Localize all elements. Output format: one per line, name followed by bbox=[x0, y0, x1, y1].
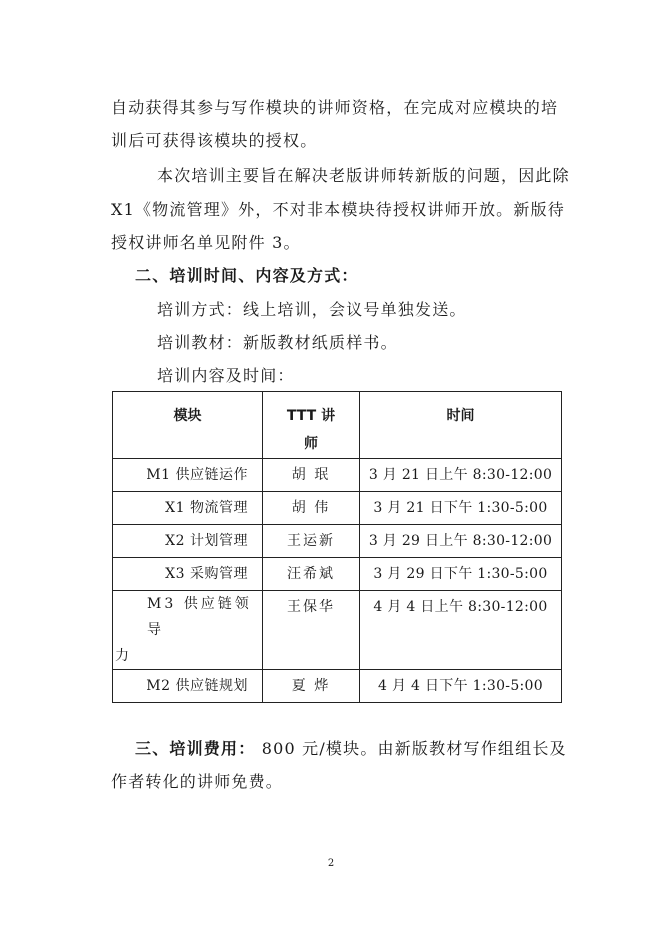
cell-lecturer: 胡 珉 bbox=[263, 459, 360, 492]
training-content-label: 培训内容及时间： bbox=[157, 366, 295, 385]
cell-time: 3 月 21 日下午 1:30-5:00 bbox=[360, 492, 562, 525]
cell-lecturer: 夏 烨 bbox=[263, 670, 360, 703]
cell-module: X2 计划管理 bbox=[113, 525, 263, 558]
table-row bbox=[113, 525, 562, 558]
header-lecturer-line1: TTT 讲 bbox=[286, 408, 336, 424]
header-time: 时间 bbox=[360, 392, 562, 459]
cell-time: 3 月 29 日上午 8:30-12:00 bbox=[360, 525, 562, 558]
cell-module: M2 供应链规划 bbox=[113, 670, 263, 703]
cell-module-line2: 力 bbox=[115, 648, 130, 664]
cell-lecturer: 胡 伟 bbox=[263, 492, 360, 525]
cell-time: 4 月 4 日上午 8:30-12:00 bbox=[360, 591, 562, 670]
page-number: 2 bbox=[327, 858, 335, 869]
section-heading: 三、培训费用： bbox=[135, 739, 256, 758]
cell-time: 4 月 4 日下午 1:30-5:00 bbox=[360, 670, 562, 703]
cell-module bbox=[113, 591, 263, 670]
cell-module: M1 供应链运作 bbox=[113, 459, 263, 492]
paragraph-line: 授权讲师名单见附件 3。 bbox=[111, 233, 301, 252]
paragraph-line: 本次培训主要旨在解决老版讲师转新版的问题，因此除 bbox=[157, 166, 570, 185]
table-row bbox=[113, 558, 562, 591]
cell-lecturer: 王运新 bbox=[263, 525, 360, 558]
cell-module: X3 采购管理 bbox=[113, 558, 263, 591]
paragraph-line: 训后可获得该模块的授权。 bbox=[111, 131, 318, 150]
paragraph-line: 自动获得其参与写作模块的讲师资格，在完成对应模块的培 bbox=[111, 98, 559, 117]
table-row bbox=[113, 459, 562, 492]
table-row bbox=[113, 492, 562, 525]
training-method: 培训方式：线上培训，会议号单独发送。 bbox=[157, 300, 467, 319]
cell-time: 3 月 21 日上午 8:30-12:00 bbox=[360, 459, 562, 492]
table-header-row bbox=[113, 392, 562, 459]
schedule-table bbox=[112, 391, 562, 703]
cell-time: 3 月 29 日下午 1:30-5:00 bbox=[360, 558, 562, 591]
cell-lecturer: 汪希斌 bbox=[263, 558, 360, 591]
table-row bbox=[113, 670, 562, 703]
section3-line1 bbox=[135, 739, 567, 759]
paragraph-line: X1《物流管理》外，不对非本模块待授权讲师开放。新版待 bbox=[111, 200, 565, 219]
cell-module-line1: M3 供应链领导 bbox=[147, 596, 252, 638]
cell-lecturer: 王保华 bbox=[263, 591, 360, 670]
section3-line2: 作者转化的讲师免费。 bbox=[111, 772, 284, 791]
section-heading: 二、培训时间、内容及方式： bbox=[135, 266, 359, 285]
header-module: 模块 bbox=[113, 392, 263, 459]
table-row bbox=[113, 591, 562, 670]
fee-text: 800 元/模块。由新版教材写作组组长及 bbox=[261, 739, 567, 758]
training-materials: 培训教材：新版教材纸质样书。 bbox=[157, 333, 398, 352]
cell-module: X1 物流管理 bbox=[113, 492, 263, 525]
header-lecturer bbox=[263, 392, 360, 459]
header-lecturer-line2: 师 bbox=[304, 436, 318, 452]
